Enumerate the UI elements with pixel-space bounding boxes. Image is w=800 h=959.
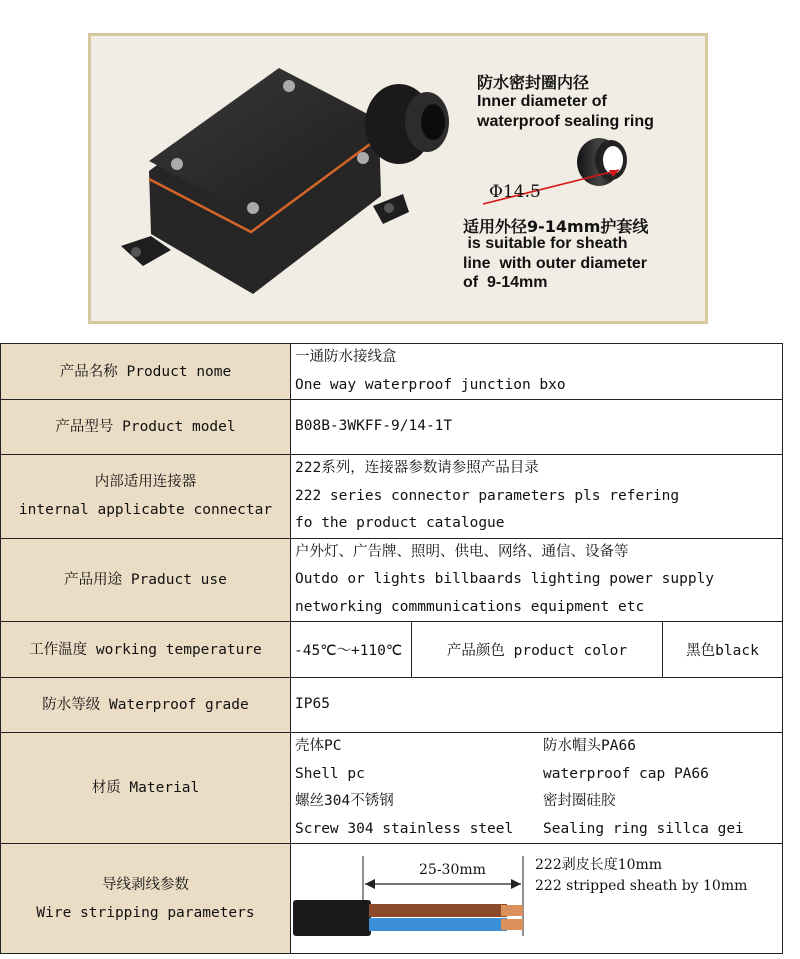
product-name-label: 产品名称 Product nome	[1, 344, 291, 400]
screw-icon	[171, 158, 183, 170]
connector-label	[1, 455, 291, 539]
temperature-value: -45℃～+110℃	[291, 622, 412, 677]
wire-sheath	[293, 900, 371, 936]
row-connector	[1, 455, 783, 539]
product-model-value: B08B-3WKFF-9/14-1T	[291, 400, 783, 455]
stripping-value	[291, 844, 783, 954]
wire-blue	[369, 918, 507, 931]
screw-icon	[247, 202, 259, 214]
row-material	[1, 733, 783, 844]
strip-note-en: 222 stripped sheath by 10mm	[535, 878, 748, 894]
color-label: 产品颜色 product color	[412, 622, 663, 677]
copper-core	[501, 919, 523, 930]
seal-caption-en-1: Inner diameter of	[477, 93, 607, 110]
stripping-label-en: Wire stripping parameters	[36, 904, 255, 921]
product-name-zh: 一通防水接线盒	[295, 349, 397, 365]
suit-caption-en-1: is suitable for sheath	[463, 235, 628, 252]
seal-caption-en-2: waterproof sealing ring	[477, 113, 654, 130]
screw-icon	[283, 80, 295, 92]
product-use-value	[291, 538, 783, 622]
material-shell-en: Shell pc	[295, 765, 365, 782]
product-name-en: One way waterproof junction bxo	[295, 376, 566, 393]
product-photo	[88, 33, 708, 324]
spec-table	[0, 343, 783, 954]
seal-diameter: Φ14.5	[489, 182, 541, 202]
screw-icon	[357, 152, 369, 164]
material-cap-zh: 防水帽头PA66	[543, 738, 636, 754]
stripping-label	[1, 844, 291, 954]
connector-line-3: fo the product catalogue	[295, 515, 505, 531]
strip-dimension-label: 25-30mm	[419, 862, 486, 878]
row-product-name	[1, 344, 783, 400]
use-line-2: Outdo or lights billbaards lighting power supply	[295, 571, 715, 587]
material-label: 材质 Material	[1, 733, 291, 844]
color-value: 黑色black	[686, 643, 759, 659]
row-waterproof-grade	[1, 678, 783, 733]
temperature-label: 工作温度 working temperature	[1, 622, 291, 678]
grade-value: IP65	[291, 678, 783, 733]
connector-label-zh: 内部适用连接器	[94, 474, 197, 491]
connector-value	[291, 455, 783, 539]
strip-note-zh: 222剥皮长度10mm	[535, 857, 663, 873]
use-line-3: networking commmunications equipment etc	[295, 598, 645, 615]
seal-caption-zh: 防水密封圈内径	[477, 73, 590, 92]
material-value	[291, 733, 783, 844]
grade-label: 防水等级 Waterproof grade	[1, 678, 291, 733]
connector-label-en: internal applicabte connectar	[18, 502, 273, 519]
junction-box-illustration	[91, 36, 705, 321]
row-product-use	[1, 538, 783, 622]
use-line-1: 户外灯、广告牌、照明、供电、网络、通信、设备等	[295, 543, 629, 560]
row-temperature	[1, 622, 783, 678]
copper-core	[501, 905, 523, 916]
connector-line-1: 222系列，连接器参数请参照产品目录	[295, 460, 539, 476]
connector-line-2: 222 series connector parameters pls refering	[295, 487, 680, 504]
product-name-value	[291, 344, 783, 400]
wire-diagram	[291, 844, 531, 953]
suit-caption-zh: 适用外径9-14mm护套线	[463, 217, 649, 236]
material-screw-en: Screw 304 stainless steel	[295, 820, 514, 837]
material-shell-zh: 壳体PC	[295, 738, 342, 754]
wire-brown	[369, 904, 507, 917]
product-use-label: 产品用途 Praduct use	[1, 538, 291, 622]
row-wire-stripping	[1, 844, 783, 954]
material-screw-zh: 螺丝304不锈钢	[295, 793, 394, 809]
material-seal-zh: 密封圈硅胶	[543, 793, 616, 809]
suit-caption-en-2: line with outer diameter	[463, 255, 648, 272]
stripping-label-zh: 导线剥线参数	[102, 876, 189, 893]
row-product-model	[1, 400, 783, 455]
product-model-label: 产品型号 Product model	[1, 400, 291, 455]
suit-caption-en-3: of 9-14mm	[463, 274, 548, 291]
temperature-color-cell	[291, 622, 783, 678]
material-seal-en: Sealing ring sillca gei	[543, 820, 744, 837]
material-cap-en: waterproof cap PA66	[543, 765, 709, 782]
